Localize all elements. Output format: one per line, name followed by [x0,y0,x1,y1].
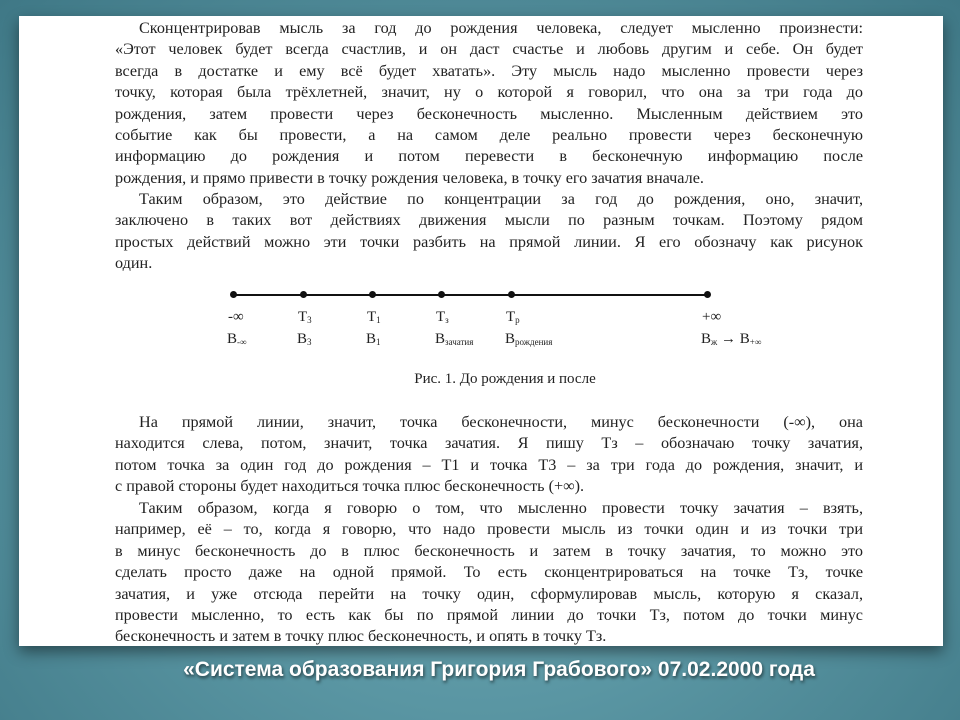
point-label-t: +∞ [702,309,722,325]
paragraph-4 [115,498,863,648]
text-line: «Этот человек будет всегда счастлив, и он даст счастье и любовь другим и себе. Он будет [115,40,863,59]
text-line: заключено в таких вот действиях движения мысли по разным точкам. Поэтому рядом [115,211,863,230]
text-line: в минус бесконечность до в плюс бесконечность и затем в точку зачатия, то можно это [115,541,863,560]
text-line: рождения, и прямо привести в точку рождения человека, в точку его зачатия вначале. [115,168,704,187]
text-line: потом точка за один год до рождения – Т1 и точка Т3 – за три года до рождения, значит, и [115,455,863,474]
point-label-b: $В_ж \to В_{+\infty}$ [701,331,762,347]
point-marker [369,291,376,298]
text-line: находится слева, потом, значит, точка зачатия. Я пишу Тз – обозначаю точку зачатия, [115,434,863,453]
point-marker [230,291,237,298]
text-line: сделать просто даже на одной прямой. То есть сконцентрироваться на точке Тз, точке [115,563,863,582]
point-label-b: $В_3$ [297,331,312,347]
point-label-b: $В_{рождения}$ [505,331,553,347]
text-line: например, её – то, когда я говорю, что надо провести мысль из точки один и из точки три [115,520,863,539]
point-label-b: $В_{зачатия}$ [435,331,474,347]
document-page [19,16,943,646]
text-line: простых действий можно эти точки разбить на прямой линии. Я его обозначу как рисунок [115,232,863,251]
point-marker [300,291,307,298]
text-line: Таким образом, когда я говорю о том, что мысленно провести точку зачатия – взять, [139,499,863,517]
text-line: бесконечность и затем в точку плюс бесконечность, и опять в точку Тз. [115,627,607,646]
text-line: всегда в достатке и ему всё будет хватать». Эту мысль надо мысленно провести через [115,61,863,80]
paragraph-3 [115,412,863,498]
text-line: Сконцентрировав мысль за год до рождения человека, следует мысленно произнести: [139,19,863,37]
text-line: информацию до рождения и потом перевести в бесконечную информацию после [115,147,863,166]
text-line: с правой стороны будет находиться точка плюс бесконечность (+∞). [115,477,585,496]
text-line: событие как бы провести, а на самом деле реально провести через бесконечную [115,125,863,144]
text-line: Таким образом, это действие по концентрации за год до рождения, оно, значит, [139,190,863,208]
point-label-b: $В_{-\infty}$ [227,331,247,347]
point-marker [704,291,711,298]
text-line: рождения, затем провести через бесконечность мысленно. Мысленным действием это [115,104,863,123]
point-label-t: $Т_з$ [436,309,449,325]
figure-caption: Рис. 1. До рождения и после [414,371,596,387]
number-line-diagram [19,16,943,416]
text-line: На прямой линии, значит, точка бесконечности, минус бесконечности (-∞), она [139,413,863,431]
point-marker [438,291,445,298]
point-label-t: $Т_3$ [298,309,312,325]
slide-caption: «Система образования Григория Грабового» 07.02.2000 года [183,658,815,681]
point-marker [508,291,515,298]
text-line: провести мысленно, то есть как бы по прямой линии до точки Тз, потом до точки минус [115,605,863,624]
point-label-t: -∞ [228,309,244,325]
point-label-t: $Т_р$ [506,309,520,325]
text-line: точку, которая была трёхлетней, значит, ну о которой я говорил, что она за три года до [115,83,863,102]
text-line: один. [115,254,153,273]
text-line: зачатия, и уже отсюда перейти на точку один, сформулировав мысль, которую я сказал, [115,584,863,603]
point-label-b: $В_1$ [366,331,381,347]
point-label-t: $Т_1$ [367,309,381,325]
